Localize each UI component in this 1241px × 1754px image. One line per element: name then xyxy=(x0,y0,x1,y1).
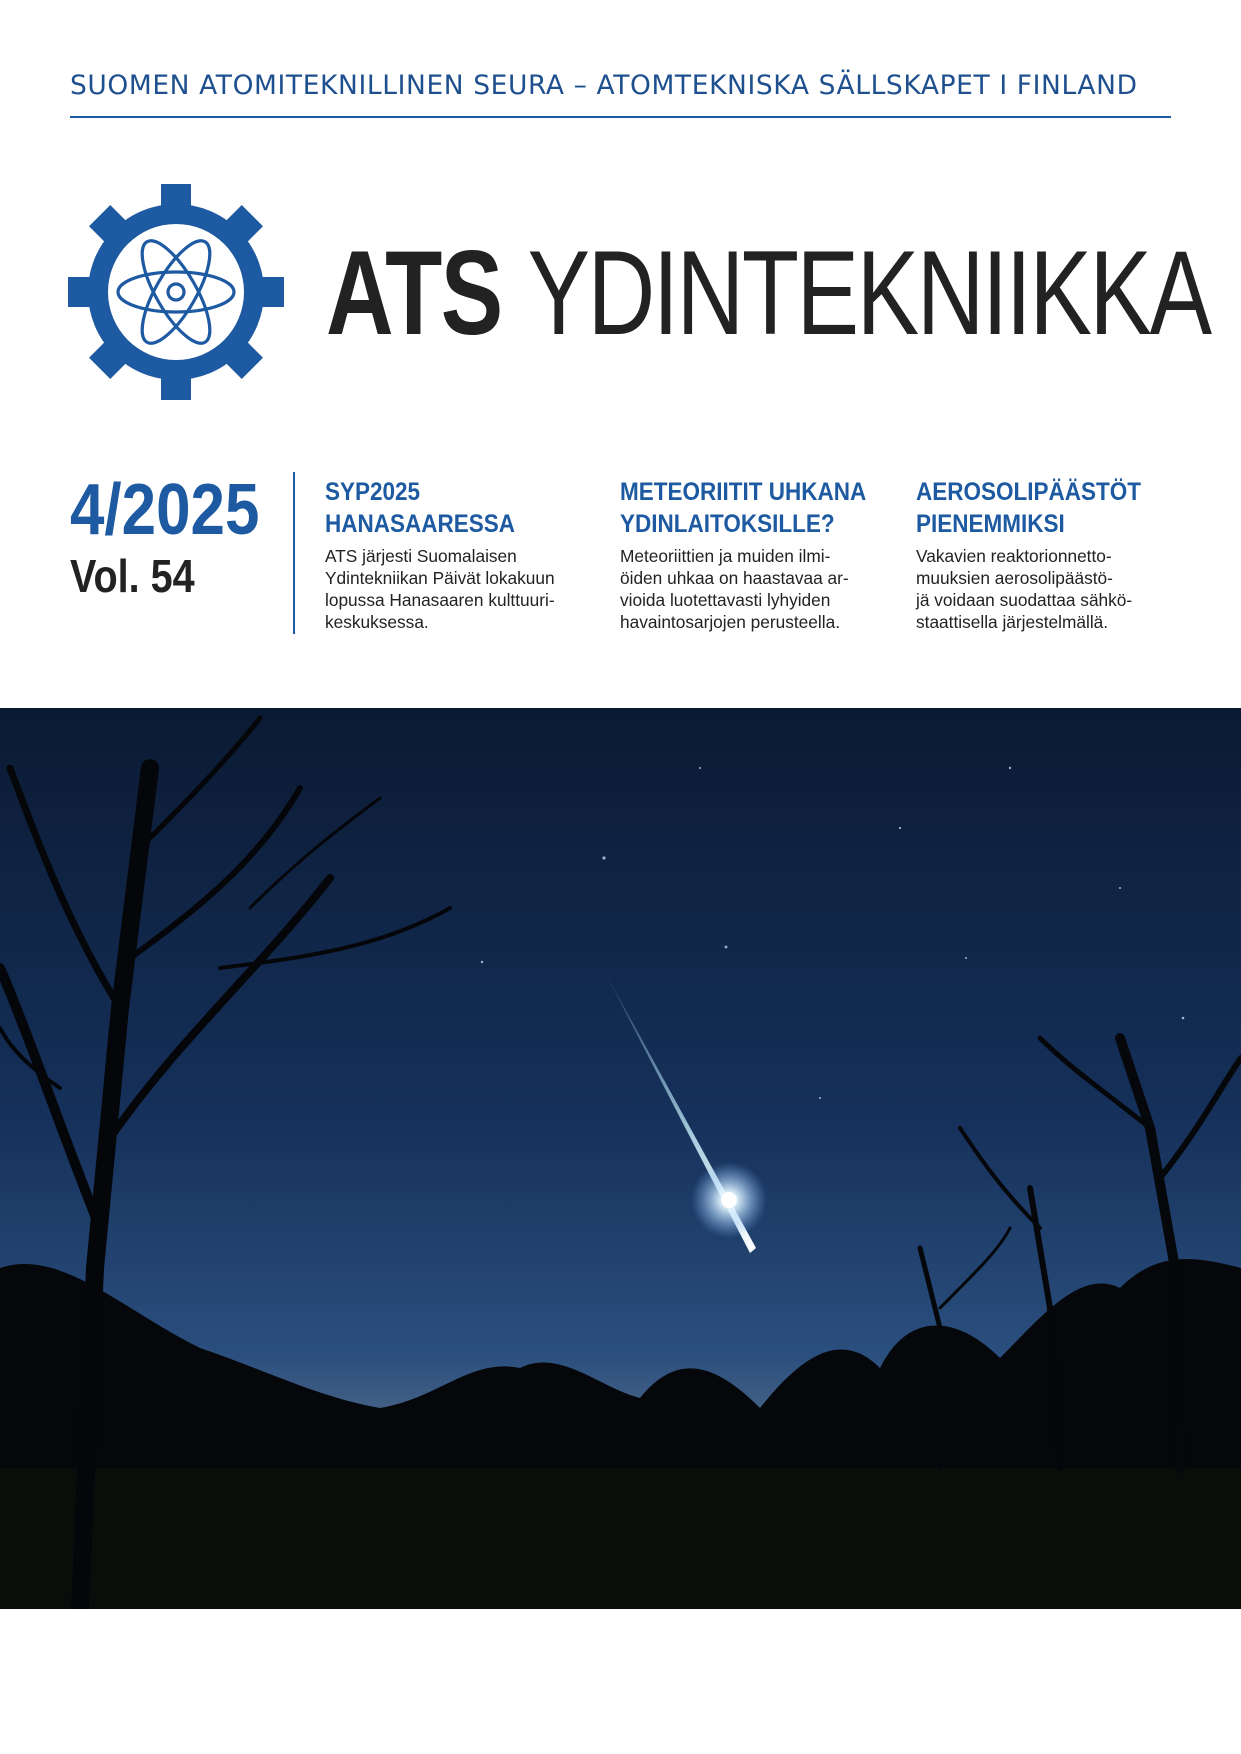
teaser-body: Vakavien reaktorionnetto- muuksien aerosolipäästö- jä voidaan suodattaa sähkö- staattisella järjestelmällä. xyxy=(916,546,1133,632)
title-ats: ATS xyxy=(326,226,502,360)
gear-atom-logo-icon xyxy=(68,184,284,400)
cover-photo xyxy=(0,708,1241,1609)
teaser-syp2025 xyxy=(325,476,575,633)
teaser-body: Meteoriittien ja muiden ilmi- öiden uhkaa on haastavaa ar- vioida luotettavasti lyhyiden havaintosarjojen perusteella. xyxy=(620,546,849,632)
magazine-title xyxy=(326,226,1210,360)
header-rule xyxy=(70,116,1171,118)
title-ydintekniikka: YDINTEKNIIKKA xyxy=(527,226,1210,360)
teaser-body: ATS järjesti Suomalaisen Ydintekniikan Päivät lokakuun lopussa Hanasaaren kulttuuri- keskuksessa. xyxy=(325,546,555,632)
teaser-meteoriitit xyxy=(620,476,870,633)
teaser-headline: METEORIITIT UHKANA YDINLAITOKSILLE? xyxy=(620,478,867,538)
meteor-over-night-trees-icon xyxy=(0,708,1241,1609)
teaser-aerosolipaastot xyxy=(916,476,1166,633)
teaser-headline: SYP2025 HANASAARESSA xyxy=(325,478,516,538)
teaser-divider xyxy=(293,472,295,634)
volume-number: Vol. 54 xyxy=(70,550,195,602)
teaser-headline: AEROSOLIPÄÄSTÖT PIENEMMIKSI xyxy=(916,478,1142,538)
society-name: SUOMEN ATOMITEKNILLINEN SEURA – ATOMTEKNISKA SÄLLSKAPET I FINLAND xyxy=(70,70,1138,101)
issue-number: 4/2025 xyxy=(70,470,260,550)
